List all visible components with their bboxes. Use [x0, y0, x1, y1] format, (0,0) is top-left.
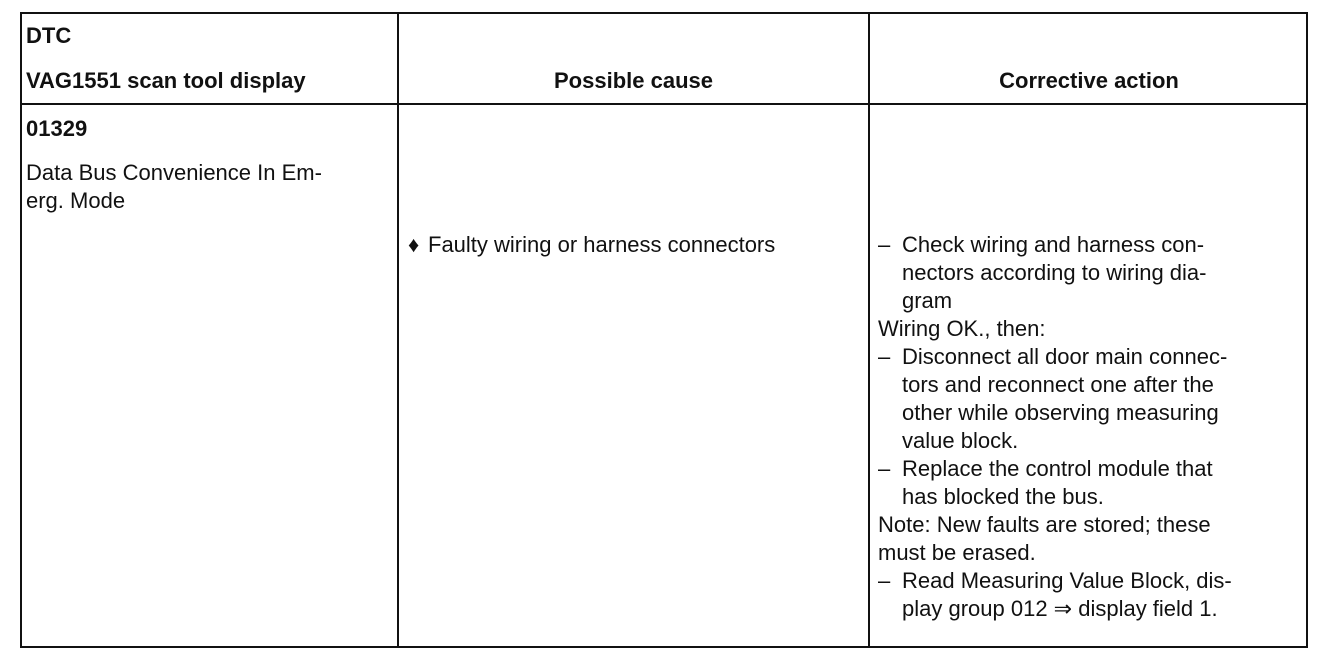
possible-cause-text: Faulty wiring or harness connectors [428, 232, 776, 257]
action-note-wiring-ok: Wiring OK., then: [878, 316, 1046, 341]
note-line: must be erased. [878, 540, 1036, 565]
corrective-action-list [874, 231, 1304, 623]
action-note-new-faults [874, 511, 1304, 567]
action-line: Replace the control module that [902, 456, 1213, 481]
action-line: Read Measuring Value Block, dis- [902, 568, 1232, 593]
action-line: tors and reconnect one after the [902, 372, 1214, 397]
dash-bullet: – [878, 344, 891, 369]
possible-cause-item [408, 231, 775, 259]
dtc-description [26, 159, 322, 215]
note-line: Note: New faults are stored; these [878, 512, 1211, 537]
dtc-code: 01329 [26, 116, 88, 141]
header-divider [20, 103, 1308, 105]
action-line: other while observing measuring [902, 400, 1219, 425]
header-dtc: DTC [26, 23, 72, 48]
dash-bullet: – [878, 456, 891, 481]
dash-bullet: – [878, 232, 891, 257]
header-possible-cause: Possible cause [554, 68, 713, 93]
action-line: has blocked the bus. [902, 484, 1104, 509]
action-check-wiring [874, 231, 1304, 315]
header-corrective-action: Corrective action [999, 68, 1179, 93]
action-replace-module [874, 455, 1304, 511]
action-line: Disconnect all door main connec- [902, 344, 1228, 369]
action-line: nectors according to wiring dia- [902, 260, 1207, 285]
action-line: value block. [902, 428, 1019, 453]
action-line: play group 012 ⇒ display field 1. [902, 596, 1218, 621]
dtc-description-line: Data Bus Convenience In Em- [26, 160, 322, 185]
action-disconnect-connectors [874, 343, 1304, 455]
action-read-measuring-value-block [874, 567, 1304, 623]
action-line: gram [902, 288, 953, 313]
dtc-description-line: erg. Mode [26, 188, 126, 213]
column-divider-1 [397, 12, 399, 648]
header-scan-tool-display: VAG1551 scan tool display [26, 68, 306, 93]
diamond-bullet-icon: ♦ [408, 232, 420, 257]
dash-bullet: – [878, 568, 891, 593]
action-line: Check wiring and harness con- [902, 232, 1205, 257]
column-divider-2 [868, 12, 870, 648]
